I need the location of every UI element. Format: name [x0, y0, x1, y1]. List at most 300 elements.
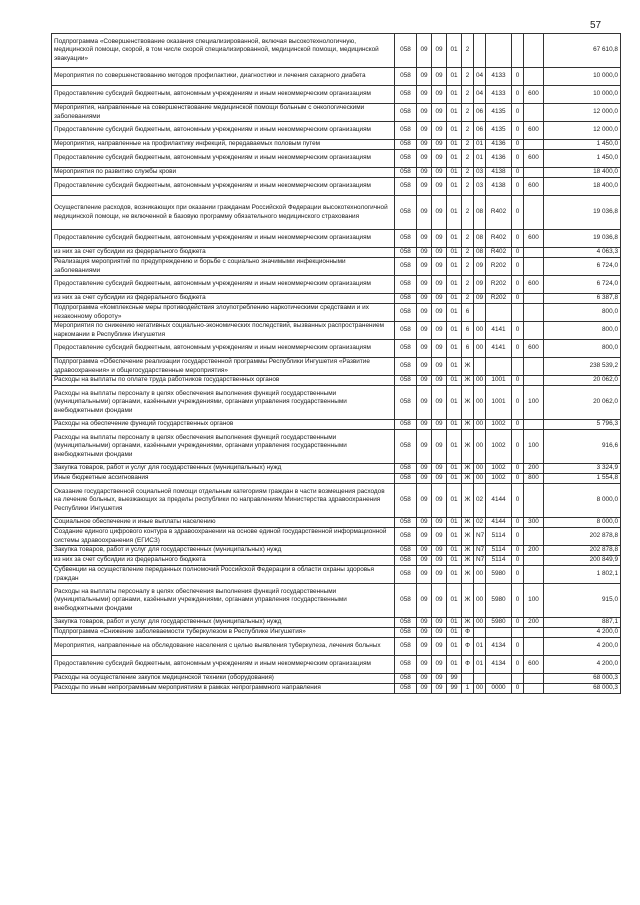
row-sum: 800,0	[544, 322, 621, 340]
row-code-c1: 01	[447, 528, 462, 546]
row-code-c2: Ф	[462, 638, 474, 656]
row-code-vr	[524, 684, 544, 694]
row-code-c1: 01	[447, 150, 462, 168]
row-code-c2: 2	[462, 294, 474, 304]
row-sum: 68 000,3	[544, 674, 621, 684]
table-row	[52, 556, 621, 566]
row-code-c5: 0	[512, 566, 524, 584]
row-code-ved: 058	[395, 248, 417, 258]
row-code-c5: 0	[512, 122, 524, 140]
row-code-rz: 09	[417, 546, 432, 556]
row-name: из них за счет субсидии из федерального бюджета	[52, 556, 395, 566]
row-code-c1: 01	[447, 618, 462, 628]
row-code-vr	[524, 358, 544, 376]
row-code-pr: 09	[432, 168, 447, 178]
row-code-c2: 2	[462, 104, 474, 122]
row-code-ved: 058	[395, 104, 417, 122]
row-code-c4	[486, 304, 512, 322]
row-code-vr: 800	[524, 474, 544, 484]
row-code-c1: 01	[447, 556, 462, 566]
row-sum: 4 200,0	[544, 638, 621, 656]
row-code-c4: 4133	[486, 86, 512, 104]
row-name: Мероприятия, направленные на профилактику инфекций, передаваемых половым путем	[52, 140, 395, 150]
row-name: Создание единого цифрового контура в здравоохранении на основе единой государственной информационной системы здравоохранения (ЕГИСЗ)	[52, 528, 395, 546]
row-code-ved: 058	[395, 86, 417, 104]
row-sum: 8 000,0	[544, 518, 621, 528]
row-sum: 1 554,8	[544, 474, 621, 484]
row-code-c1: 01	[447, 304, 462, 322]
row-code-rz: 09	[417, 340, 432, 358]
row-code-c3: 06	[474, 122, 486, 140]
row-code-pr: 09	[432, 358, 447, 376]
table-row	[52, 386, 621, 420]
row-code-c1: 01	[447, 258, 462, 276]
row-code-vr	[524, 304, 544, 322]
row-code-c4: 4135	[486, 122, 512, 140]
row-code-pr: 09	[432, 584, 447, 618]
row-code-c2: Ж	[462, 376, 474, 386]
row-code-ved: 058	[395, 528, 417, 546]
row-code-pr: 09	[432, 340, 447, 358]
row-code-c3: 09	[474, 294, 486, 304]
row-code-c1: 01	[447, 386, 462, 420]
row-code-c2: 2	[462, 168, 474, 178]
row-name: Социальное обеспечение и иные выплаты населению	[52, 518, 395, 528]
row-code-c1: 01	[447, 358, 462, 376]
row-code-c4: 5114	[486, 528, 512, 546]
table-row	[52, 618, 621, 628]
row-code-c1: 01	[447, 464, 462, 474]
row-code-c4: 1001	[486, 386, 512, 420]
row-code-c2: Ж	[462, 518, 474, 528]
row-code-c3: N7	[474, 528, 486, 546]
row-code-pr: 09	[432, 122, 447, 140]
row-code-ved: 058	[395, 584, 417, 618]
row-code-rz: 09	[417, 638, 432, 656]
row-code-vr: 600	[524, 276, 544, 294]
row-code-ved: 058	[395, 674, 417, 684]
row-code-c1: 01	[447, 86, 462, 104]
row-code-ved: 058	[395, 566, 417, 584]
row-code-rz: 09	[417, 464, 432, 474]
row-code-c5: 0	[512, 322, 524, 340]
row-name: Закупка товаров, работ и услуг для государственных (муниципальных) нужд	[52, 546, 395, 556]
row-sum: 10 000,0	[544, 68, 621, 86]
row-code-vr: 600	[524, 150, 544, 168]
table-row	[52, 484, 621, 518]
row-code-c4: 4144	[486, 484, 512, 518]
row-code-ved: 058	[395, 304, 417, 322]
row-name: из них за счет субсидии из федерального бюджета	[52, 294, 395, 304]
row-code-c2: 2	[462, 196, 474, 230]
row-code-pr: 09	[432, 518, 447, 528]
row-code-c3: 00	[474, 464, 486, 474]
table-row	[52, 656, 621, 674]
row-code-rz: 09	[417, 618, 432, 628]
row-code-c2: Ж	[462, 556, 474, 566]
row-name: Осуществление расходов, возникающих при оказании гражданам Российской Федерации высокотехнологичной медицинской помощи, не включенной в базовую программу обязательного медицинского страхования	[52, 196, 395, 230]
row-code-pr: 09	[432, 484, 447, 518]
table-row	[52, 294, 621, 304]
row-code-c2: 6	[462, 304, 474, 322]
row-name: Расходы по иным непрограммным мероприятиям в рамках непрограммного направления	[52, 684, 395, 694]
row-code-rz: 09	[417, 684, 432, 694]
row-code-c2: Ж	[462, 584, 474, 618]
row-code-ved: 058	[395, 464, 417, 474]
row-code-rz: 09	[417, 178, 432, 196]
row-code-c3	[474, 358, 486, 376]
row-code-c1: 01	[447, 294, 462, 304]
row-code-rz: 09	[417, 248, 432, 258]
row-code-c2: Ж	[462, 358, 474, 376]
row-code-ved: 058	[395, 196, 417, 230]
row-code-c1: 01	[447, 474, 462, 484]
row-code-c5: 0	[512, 376, 524, 386]
row-code-pr: 09	[432, 178, 447, 196]
row-code-c3: 08	[474, 196, 486, 230]
table-row	[52, 546, 621, 556]
row-code-c1: 01	[447, 340, 462, 358]
row-name: Подпрограмма «Обеспечение реализации государственной программы Республики Ингушетия «Развитие здравоохранения» и общегосударственные мероприятия»	[52, 358, 395, 376]
row-code-c5: 0	[512, 68, 524, 86]
row-code-c3: 00	[474, 386, 486, 420]
row-code-vr	[524, 484, 544, 518]
row-code-c4: 4138	[486, 168, 512, 178]
table-row	[52, 376, 621, 386]
row-code-c4: 4136	[486, 140, 512, 150]
row-name: Подпрограмма «Комплексные меры противодействия злоупотреблению наркотическими средствами и их незаконному обороту»	[52, 304, 395, 322]
row-code-pr: 09	[432, 556, 447, 566]
row-code-c3: 00	[474, 474, 486, 484]
row-code-ved: 058	[395, 150, 417, 168]
row-code-rz: 09	[417, 556, 432, 566]
table-row	[52, 140, 621, 150]
row-code-pr: 09	[432, 34, 447, 68]
row-code-c1: 01	[447, 230, 462, 248]
row-sum: 18 400,0	[544, 178, 621, 196]
row-code-rz: 09	[417, 140, 432, 150]
row-code-c2: Ж	[462, 420, 474, 430]
row-code-c1: 01	[447, 484, 462, 518]
table-row	[52, 276, 621, 294]
row-code-c4: 1002	[486, 420, 512, 430]
row-code-pr: 09	[432, 68, 447, 86]
row-code-ved: 058	[395, 358, 417, 376]
table-row	[52, 358, 621, 376]
table-row	[52, 628, 621, 638]
row-code-rz: 09	[417, 104, 432, 122]
row-sum: 1 450,0	[544, 150, 621, 168]
row-code-ved: 058	[395, 276, 417, 294]
row-sum: 1 450,0	[544, 140, 621, 150]
table-row	[52, 684, 621, 694]
row-name: Оказание государственной социальной помощи отдельным категориям граждан в части возмещения расходов на лечение больных, выезжающих за пределы республики по направлениям Министерства здравоохранения Республики Ингушетия	[52, 484, 395, 518]
row-code-c4	[486, 674, 512, 684]
row-sum: 20 062,0	[544, 386, 621, 420]
row-code-c4: 4136	[486, 150, 512, 168]
row-sum: 4 200,0	[544, 628, 621, 638]
row-code-vr	[524, 556, 544, 566]
row-code-c3: 08	[474, 248, 486, 258]
row-code-rz: 09	[417, 376, 432, 386]
row-code-c2: 2	[462, 68, 474, 86]
row-code-ved: 058	[395, 168, 417, 178]
row-code-pr: 09	[432, 248, 447, 258]
row-code-pr: 09	[432, 546, 447, 556]
row-code-ved: 058	[395, 638, 417, 656]
row-code-c4: 0000	[486, 684, 512, 694]
row-name: Расходы на осуществление закупок медицинской техники (оборудования)	[52, 674, 395, 684]
row-name: Подпрограмма «Снижение заболеваемости туберкулезом в Республике Ингушетия»	[52, 628, 395, 638]
row-name: Предоставление субсидий бюджетным, автономным учреждениям и иным некоммерческим организациям	[52, 178, 395, 196]
row-code-c5: 0	[512, 86, 524, 104]
row-code-c2: 6	[462, 322, 474, 340]
row-code-c1: 01	[447, 178, 462, 196]
row-code-c2: 2	[462, 122, 474, 140]
row-code-c1: 01	[447, 584, 462, 618]
row-sum: 916,6	[544, 430, 621, 464]
row-name: Закупка товаров, работ и услуг для государственных (муниципальных) нужд	[52, 464, 395, 474]
row-code-ved: 058	[395, 376, 417, 386]
row-name: Подпрограмма «Совершенствование оказания специализированной, включая высокотехнологичную, медицинской помощи, скорой, в том числе скорой специализированной, медицинской помощи, медицинской эвакуации»	[52, 34, 395, 68]
row-code-c3: 00	[474, 420, 486, 430]
row-sum: 4 200,0	[544, 656, 621, 674]
row-code-c4: R402	[486, 248, 512, 258]
row-code-ved: 058	[395, 294, 417, 304]
row-name: Предоставление субсидий бюджетным, автономным учреждениям и иным некоммерческим организациям	[52, 122, 395, 140]
row-code-c3: N7	[474, 546, 486, 556]
row-code-vr: 600	[524, 340, 544, 358]
row-code-c3: 00	[474, 322, 486, 340]
row-name: Предоставление субсидий бюджетным, автономным учреждениям и иным некоммерческим организациям	[52, 230, 395, 248]
row-code-c5	[512, 34, 524, 68]
row-name: Расходы на обеспечение функций государственных органов	[52, 420, 395, 430]
row-code-c2: 2	[462, 258, 474, 276]
row-code-rz: 09	[417, 276, 432, 294]
row-code-pr: 09	[432, 376, 447, 386]
row-code-vr	[524, 322, 544, 340]
row-code-ved: 058	[395, 420, 417, 430]
table-row	[52, 474, 621, 484]
row-code-c4: 4144	[486, 518, 512, 528]
row-code-ved: 058	[395, 628, 417, 638]
row-name: Мероприятия по снижению негативных социально-экономических последствий, вызванных распространением наркомании в Республике Ингушетия	[52, 322, 395, 340]
row-code-c5: 0	[512, 386, 524, 420]
row-code-c5: 0	[512, 104, 524, 122]
row-code-pr: 09	[432, 684, 447, 694]
row-code-c1: 01	[447, 628, 462, 638]
row-sum: 202 878,8	[544, 546, 621, 556]
row-code-c2: Ж	[462, 618, 474, 628]
row-sum: 18 400,0	[544, 168, 621, 178]
row-code-c2: Ж	[462, 430, 474, 464]
row-sum: 887,1	[544, 618, 621, 628]
row-code-vr	[524, 528, 544, 546]
row-code-c5: 0	[512, 518, 524, 528]
row-code-c4: 4133	[486, 68, 512, 86]
budget-table	[51, 33, 621, 694]
row-code-c2: Ж	[462, 528, 474, 546]
row-code-ved: 058	[395, 68, 417, 86]
row-code-c5: 0	[512, 484, 524, 518]
row-code-pr: 09	[432, 474, 447, 484]
row-code-vr: 100	[524, 584, 544, 618]
row-code-pr: 09	[432, 304, 447, 322]
row-name: Предоставление субсидий бюджетным, автономным учреждениям и иным некоммерческим организациям	[52, 656, 395, 674]
row-sum: 200 849,9	[544, 556, 621, 566]
row-code-c5: 0	[512, 230, 524, 248]
row-code-ved: 058	[395, 322, 417, 340]
row-code-pr: 09	[432, 656, 447, 674]
row-code-rz: 09	[417, 484, 432, 518]
row-code-rz: 09	[417, 34, 432, 68]
row-code-c2	[462, 674, 474, 684]
row-code-c3: 00	[474, 566, 486, 584]
row-sum: 6 724,0	[544, 276, 621, 294]
row-code-c2: Ф	[462, 628, 474, 638]
row-code-c3: 01	[474, 150, 486, 168]
row-name: Предоставление субсидий бюджетным, автономным учреждениям и иным некоммерческим организациям	[52, 276, 395, 294]
row-code-pr: 09	[432, 618, 447, 628]
row-code-c1: 01	[447, 376, 462, 386]
row-code-vr	[524, 294, 544, 304]
row-code-rz: 09	[417, 474, 432, 484]
row-code-c1: 01	[447, 196, 462, 230]
row-code-ved: 058	[395, 484, 417, 518]
row-code-c3: 04	[474, 68, 486, 86]
row-code-rz: 09	[417, 386, 432, 420]
row-code-ved: 058	[395, 556, 417, 566]
row-code-ved: 058	[395, 430, 417, 464]
row-code-c3: 03	[474, 168, 486, 178]
table-row	[52, 420, 621, 430]
row-code-c2: 2	[462, 86, 474, 104]
table-row	[52, 340, 621, 358]
row-code-c2: 2	[462, 230, 474, 248]
row-sum: 3 324,9	[544, 464, 621, 474]
row-code-c1: 01	[447, 656, 462, 674]
row-code-c5: 0	[512, 168, 524, 178]
row-name: Мероприятия по совершенствованию методов профилактики, диагностики и лечения сахарного диабета	[52, 68, 395, 86]
row-code-c3	[474, 628, 486, 638]
table-row	[52, 150, 621, 168]
table-row	[52, 674, 621, 684]
row-code-pr: 09	[432, 430, 447, 464]
row-code-ved: 058	[395, 518, 417, 528]
row-code-pr: 09	[432, 104, 447, 122]
row-code-c4: R202	[486, 276, 512, 294]
row-code-c2: Ф	[462, 656, 474, 674]
row-code-c5: 0	[512, 556, 524, 566]
row-code-ved: 058	[395, 340, 417, 358]
row-code-pr: 09	[432, 464, 447, 474]
row-sum: 800,0	[544, 340, 621, 358]
table-row	[52, 196, 621, 230]
row-code-c3: 02	[474, 518, 486, 528]
row-code-c4	[486, 628, 512, 638]
row-code-c5	[512, 628, 524, 638]
row-code-c1: 99	[447, 684, 462, 694]
row-code-vr	[524, 628, 544, 638]
row-code-rz: 09	[417, 430, 432, 464]
row-code-c2: Ж	[462, 474, 474, 484]
row-code-c4: R402	[486, 196, 512, 230]
row-code-rz: 09	[417, 168, 432, 178]
row-name: из них за счет субсидии из федерального бюджета	[52, 248, 395, 258]
row-code-pr: 09	[432, 528, 447, 546]
table-row	[52, 230, 621, 248]
row-code-c5: 0	[512, 584, 524, 618]
row-code-pr: 09	[432, 140, 447, 150]
row-code-c4: 5980	[486, 584, 512, 618]
row-code-vr	[524, 140, 544, 150]
row-code-rz: 09	[417, 258, 432, 276]
row-code-c1: 01	[447, 140, 462, 150]
row-code-vr: 100	[524, 386, 544, 420]
row-code-c4: 4141	[486, 340, 512, 358]
row-sum: 202 878,8	[544, 528, 621, 546]
row-code-c5: 0	[512, 656, 524, 674]
row-code-c5: 0	[512, 638, 524, 656]
row-sum: 6 724,0	[544, 258, 621, 276]
row-code-c5: 0	[512, 248, 524, 258]
row-code-c4: 5980	[486, 618, 512, 628]
row-code-c1: 01	[447, 638, 462, 656]
row-code-c4: 1002	[486, 464, 512, 474]
table-row	[52, 566, 621, 584]
row-code-ved: 058	[395, 34, 417, 68]
row-code-c4: 1002	[486, 430, 512, 464]
row-code-rz: 09	[417, 420, 432, 430]
row-code-rz: 09	[417, 656, 432, 674]
row-code-vr	[524, 420, 544, 430]
row-code-pr: 09	[432, 322, 447, 340]
row-code-c3: 01	[474, 638, 486, 656]
row-code-pr: 09	[432, 230, 447, 248]
table-row	[52, 178, 621, 196]
row-code-pr: 09	[432, 566, 447, 584]
row-code-vr: 600	[524, 178, 544, 196]
row-code-c3: 01	[474, 140, 486, 150]
row-code-rz: 09	[417, 230, 432, 248]
row-sum: 800,0	[544, 304, 621, 322]
row-code-vr	[524, 258, 544, 276]
row-code-ved: 058	[395, 230, 417, 248]
table-row	[52, 122, 621, 140]
row-code-c3: 01	[474, 656, 486, 674]
row-code-c2: 2	[462, 178, 474, 196]
row-code-c2: 6	[462, 340, 474, 358]
row-code-vr: 600	[524, 656, 544, 674]
row-code-c4: 1001	[486, 376, 512, 386]
row-name: Реализация мероприятий по предупреждению и борьбе с социально значимыми инфекционными заболеваниями	[52, 258, 395, 276]
table-row	[52, 34, 621, 68]
row-code-c4	[486, 34, 512, 68]
table-row	[52, 518, 621, 528]
table-row	[52, 258, 621, 276]
row-code-rz: 09	[417, 566, 432, 584]
row-sum: 238 539,2	[544, 358, 621, 376]
table-row	[52, 322, 621, 340]
row-code-c3: N7	[474, 556, 486, 566]
row-code-c5: 0	[512, 276, 524, 294]
row-code-vr: 200	[524, 464, 544, 474]
row-code-c1: 01	[447, 518, 462, 528]
row-sum: 4 063,3	[544, 248, 621, 258]
row-code-vr: 300	[524, 518, 544, 528]
row-code-vr: 600	[524, 122, 544, 140]
row-code-c2: 2	[462, 34, 474, 68]
